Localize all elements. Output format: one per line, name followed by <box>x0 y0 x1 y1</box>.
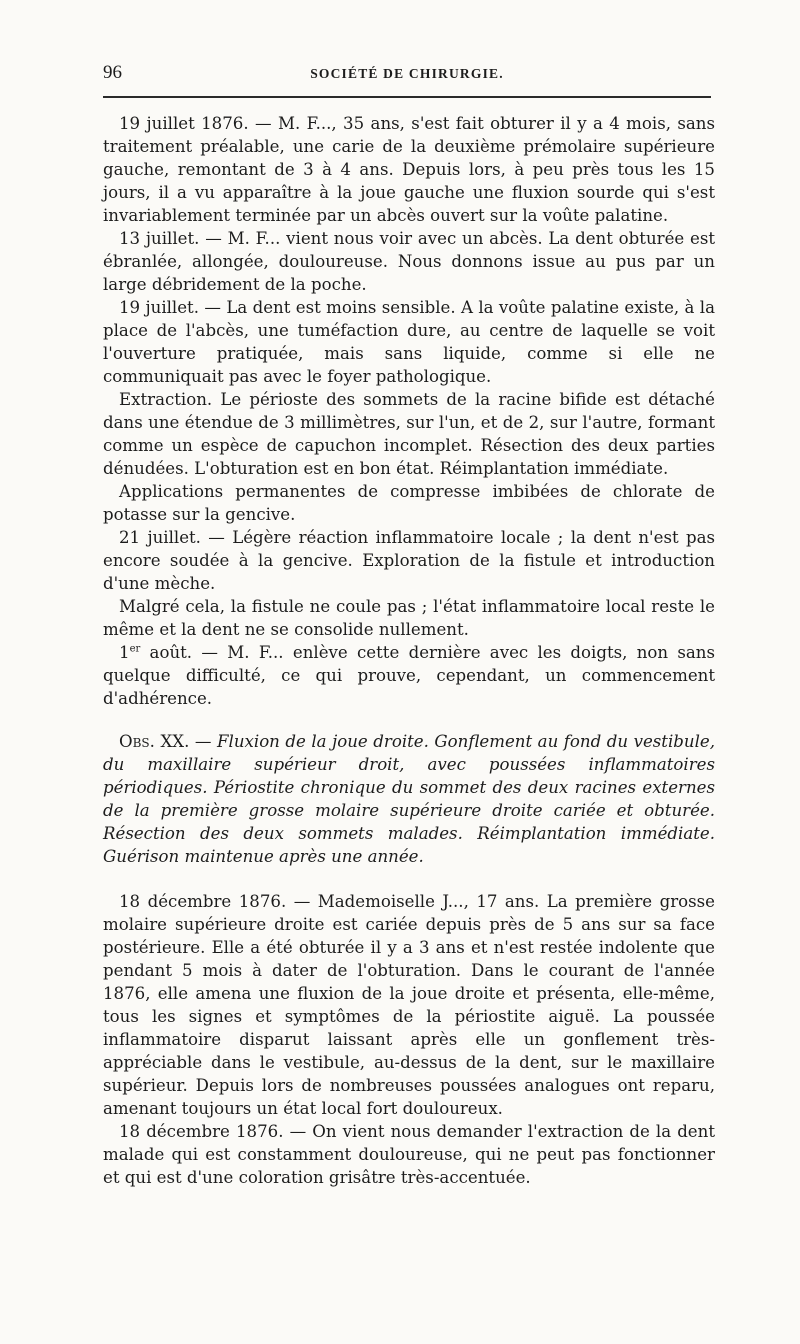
page-body <box>103 112 715 1189</box>
paragraph: 19 juillet. — La dent est moins sensible. A la voûte palatine existe, à la place de l'abcès, une tuméfaction dure, au centre de laquelle se voit l'ouverture pratiquée, mais sans liquide, comme si elle ne communiquait pas avec le foyer pathologique. <box>103 298 715 386</box>
running-title: SOCIÉTÉ DE CHIRURGIE. <box>310 66 504 81</box>
date-ordinal: er <box>129 643 141 655</box>
paragraph-text: août. — M. F... enlève cette dernière avec les doigts, non sans quelque difficulté, ce qui prouve, cependant, un commencement d'adhérence. <box>103 643 715 708</box>
paragraph: Applications permanentes de compresse imbibées de chlorate de potasse sur la gencive. <box>103 482 715 524</box>
page-header <box>103 62 711 86</box>
paragraph: Malgré cela, la fistule ne coule pas ; l'état inflammatoire local reste le même et la dent ne se consolide nullement. <box>103 597 715 639</box>
page-number: 96 <box>103 62 122 83</box>
paragraph-aout <box>103 641 715 710</box>
paragraph: 13 juillet. — M. F... vient nous voir avec un abcès. La dent obturée est ébranlée, allongée, douloureuse. Nous donnons issue au pus par un large débridement de la poche. <box>103 229 715 294</box>
date-day: 1 <box>119 643 130 662</box>
observation-dash: — <box>189 732 218 751</box>
header-rule <box>103 96 711 98</box>
paragraph: 18 décembre 1876. — On vient nous demander l'extraction de la dent malade qui est constamment douloureuse, qui ne peut pas fonctionner et qui est d'une coloration grisâtre très-accentuée. <box>103 1122 715 1187</box>
paragraph: 19 juillet 1876. — M. F..., 35 ans, s'est fait obturer il y a 4 mois, sans traitement préalable, une carie de la deuxième prémolaire supérieure gauche, remontant de 3 à 4 ans. Depuis lors, à peu près tous les 15 jours, il a vu apparaître à la joue gauche une fluxion sourde qui s'est invariablement terminée par un abcès ouvert sur la voûte palatine. <box>103 114 715 225</box>
observation-label: Obs. XX. <box>119 732 190 751</box>
paragraph: 18 décembre 1876. — Mademoiselle J..., 17 ans. La première grosse molaire supérieure droite est cariée depuis près de 5 ans sur sa face postérieure. Elle a été obturée il y a 3 ans et n'est restée indolente que pendant 5 mois à dater de l'obturation. Dans le courant de l'année 1876, elle amena une fluxion de la joue droite et présenta, elle-même, tous les signes et symptômes de la périostite aiguë. La poussée inflammatoire disparut laissant après elle un gonflement très-appréciable dans le vestibule, au-dessus de la dent, sur le maxillaire supérieur. Depuis lors de nombreuses poussées analogues ont reparu, amenant toujours un état local fort douloureux. <box>103 892 715 1118</box>
observation-heading <box>103 730 715 868</box>
paragraph: Extraction. Le périoste des sommets de la racine bifide est détaché dans une étendue de 3 millimètres, sur l'un, et de 2, sur l'autre, formant comme un espèce de capuchon incomplet. Résection des deux parties dénudées. L'obturation est en bon état. Réimplantation immédiate. <box>103 390 715 478</box>
paragraph: 21 juillet. — Légère réaction inflammatoire locale ; la dent n'est pas encore soudée à la gencive. Exploration de la fistule et introduction d'une mèche. <box>103 528 715 593</box>
observation-title: Fluxion de la joue droite. Gonflement au fond du vestibule, du maxillaire supérieur droit, avec poussées inflammatoires périodiques. Périostite chronique du sommet des deux racines externes de la première grosse molaire supérieure droite cariée et obturée. Résection des deux sommets malades. Réimplantation immédiate. Guérison maintenue après une année. <box>103 732 715 866</box>
